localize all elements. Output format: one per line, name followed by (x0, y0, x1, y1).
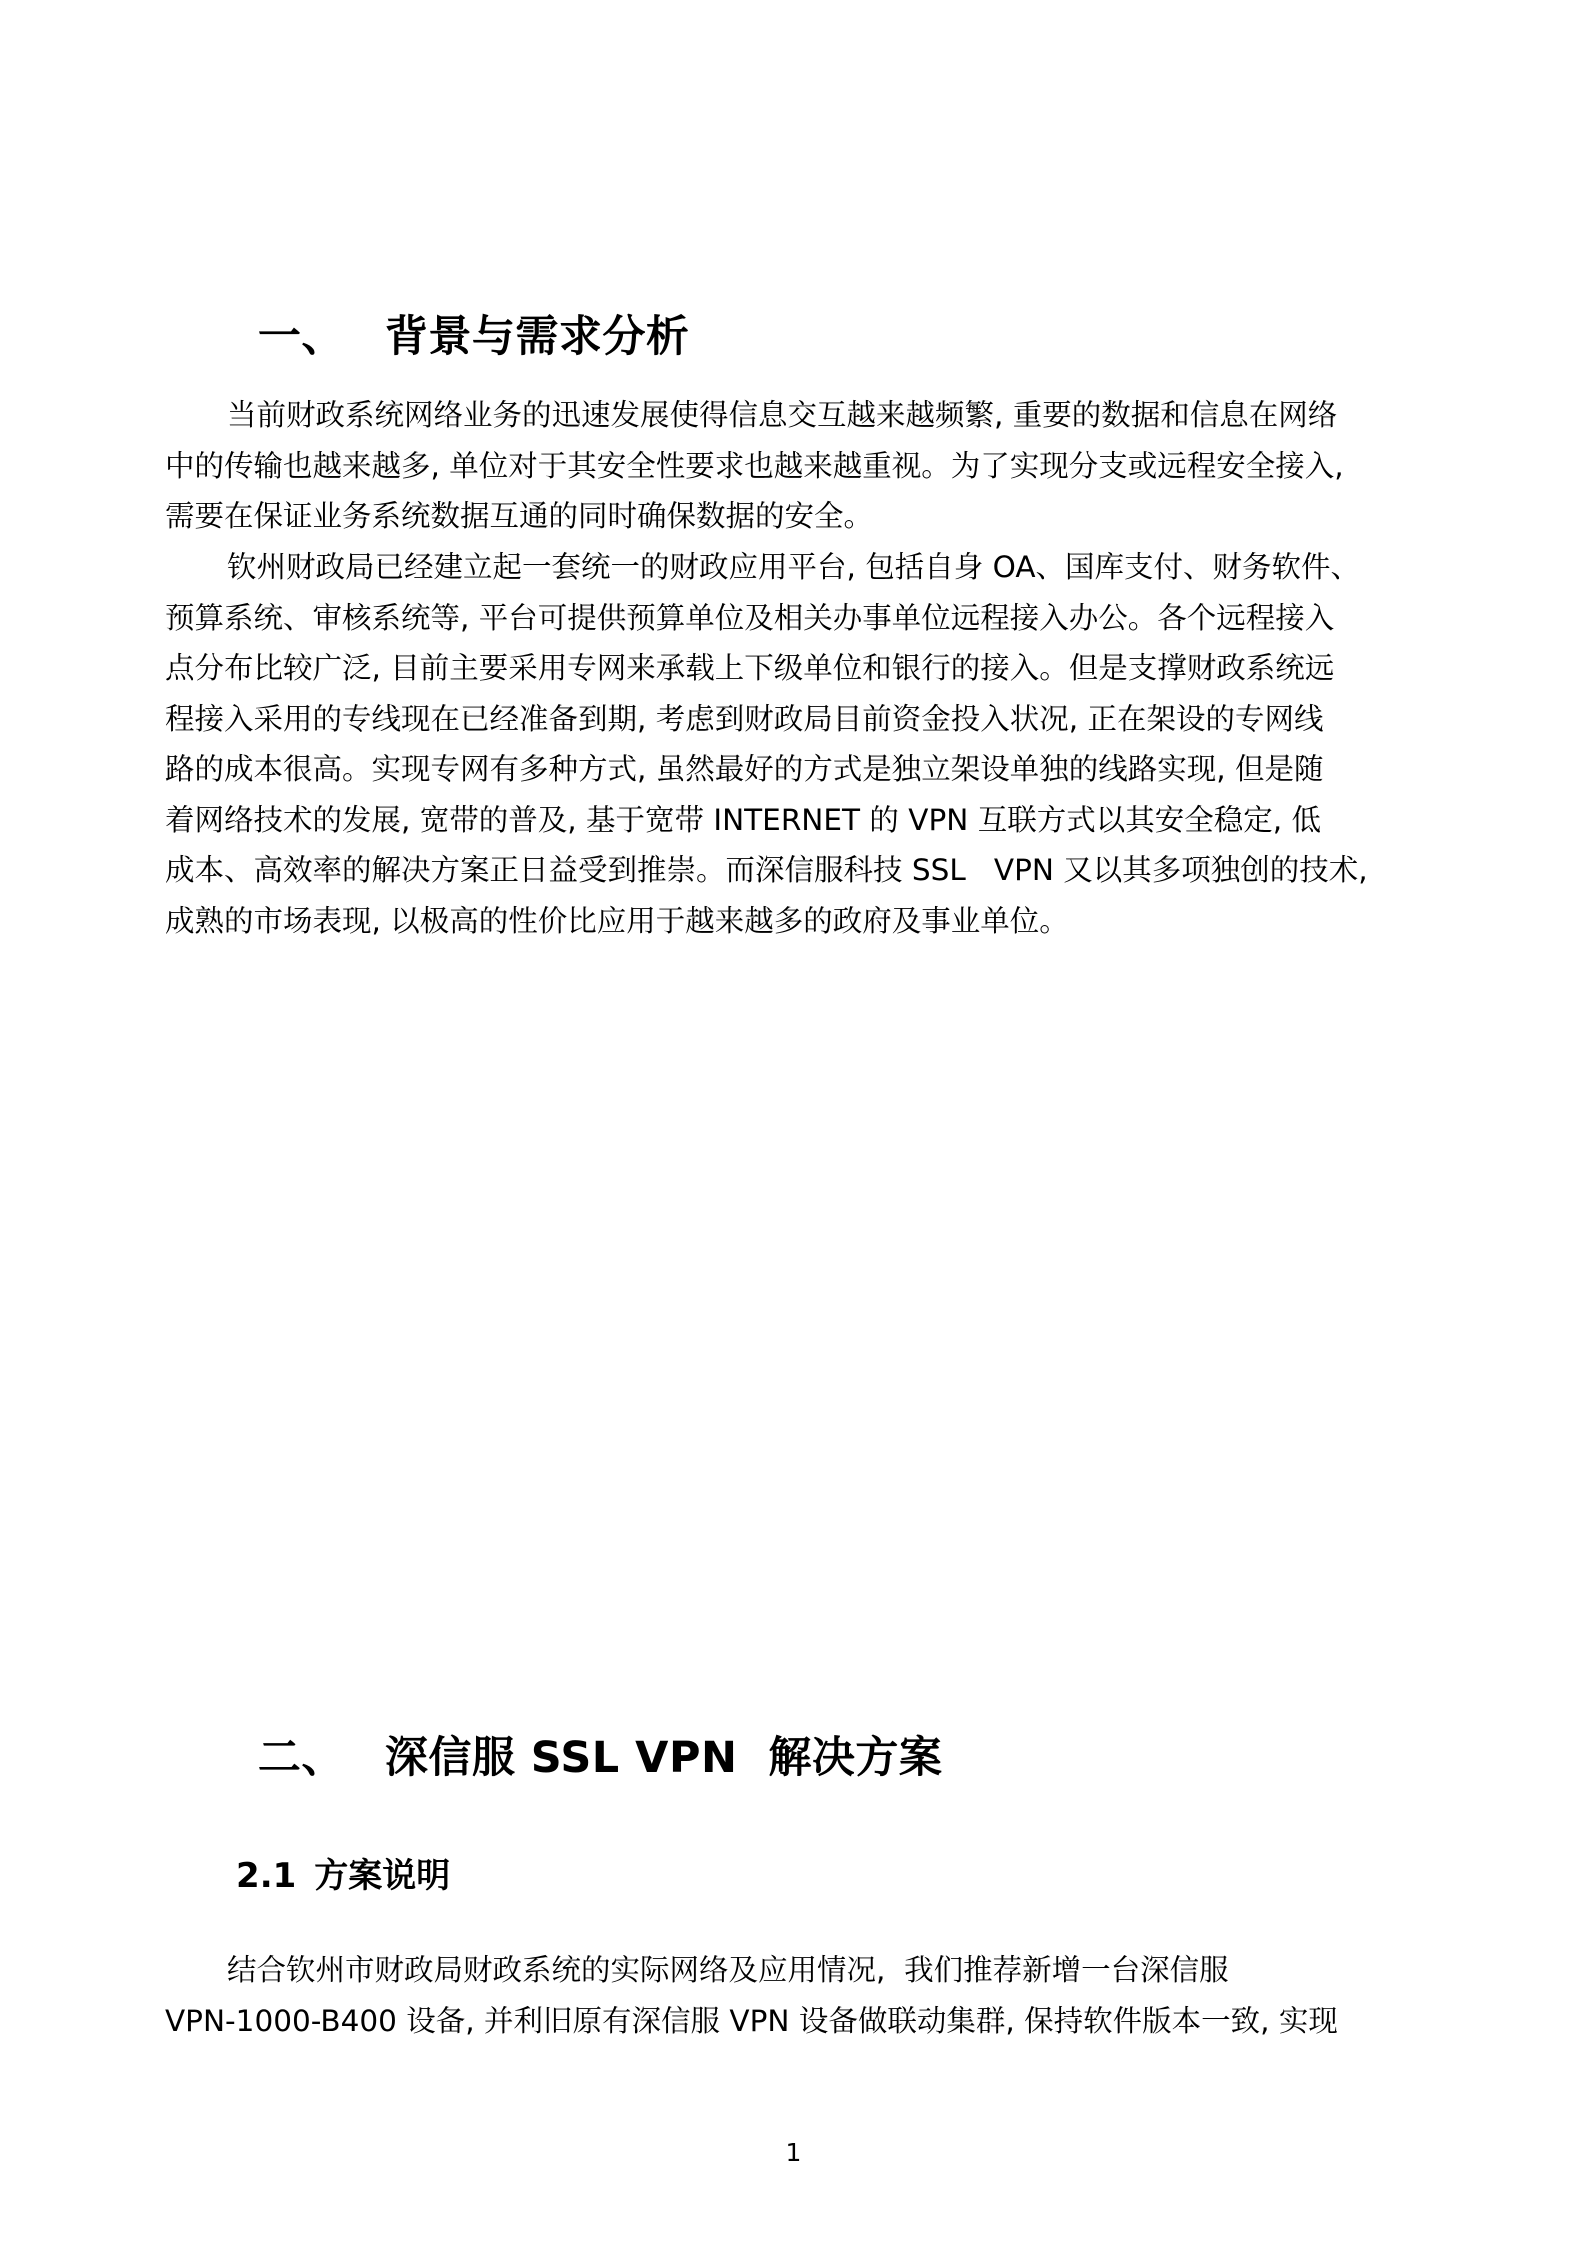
page-number: 1 (785, 2138, 802, 2167)
paragraph-line: 路的成本很高。实现专网有多种方式, 虽然最好的方式是独立架设单独的线路实现, 但是随 (165, 752, 1324, 786)
heading-2-1-title: 方案说明 (314, 1856, 451, 1897)
paragraph-line: 着网络技术的发展, 宽带的普及, 基于宽带 INTERNET 的 VPN 互联方式以其安全稳定, 低 (165, 802, 1321, 837)
paragraph-background-intro (165, 390, 1344, 542)
paragraph-line: VPN-1000-B400 设备, 并利旧原有深信服 VPN 设备做联动集群, 保持软件版本一致, 实现 (165, 2003, 1338, 2038)
page-content (165, 0, 1420, 2245)
paragraph-line: 需要在保证业务系统数据互通的同时确保数据的安全。 (165, 499, 874, 533)
heading-2-number: 二、 (257, 1732, 345, 1783)
paragraph-current-situation (165, 542, 1368, 946)
paragraph-line-text: 钦州财政局已经建立起一套统一的财政应用平台, 包括自身 OA、国库支付、财务软件、 (227, 550, 1361, 584)
paragraph-line (165, 542, 1368, 593)
paragraph-line (165, 1945, 1338, 1996)
paragraph-line: 成熟的市场表现, 以极高的性价比应用于越来越多的政府及事业单位。 (165, 903, 1069, 938)
heading-1-number: 一、 (257, 311, 345, 362)
heading-level-2 (165, 1810, 450, 1943)
paragraph-line-text: 结合钦州市财政局财政系统的实际网络及应用情况, 我们推荐新增一台深信服 (227, 1953, 1229, 1987)
heading-1-title: 背景与需求分析 (384, 311, 690, 362)
paragraph-line: 点分布比较广泛, 目前主要采用专网来承载上下级单位和银行的接入。但是支撑财政系统远 (165, 651, 1335, 685)
heading-2-title: 深信服 SSL VPN 解决方案 (384, 1732, 943, 1783)
paragraph-line: 程接入采用的专线现在已经准备到期, 考虑到财政局目前资金投入状况, 正在架设的专网线 (165, 701, 1324, 736)
paragraph-line (165, 390, 1344, 441)
heading-2-1-number: 2.1 (236, 1856, 297, 1897)
paragraph-solution-description (165, 1945, 1338, 2046)
paragraph-line-text: 当前财政系统网络业务的迅速发展使得信息交互越来越频繁, 重要的数据和信息在网络 (227, 398, 1338, 432)
paragraph-line: 预算系统、审核系统等, 平台可提供预算单位及相关办事单位远程接入办公。各个远程接入 (165, 600, 1335, 635)
paragraph-line: 中的传输也越来越多, 单位对于其安全性要求也越来越重视。为了实现分支或远程安全接入, (165, 448, 1344, 483)
paragraph-line: 成本、高效率的解决方案正日益受到推崇。而深信服科技 SSL VPN 又以其多项独创的技术, (165, 853, 1368, 887)
